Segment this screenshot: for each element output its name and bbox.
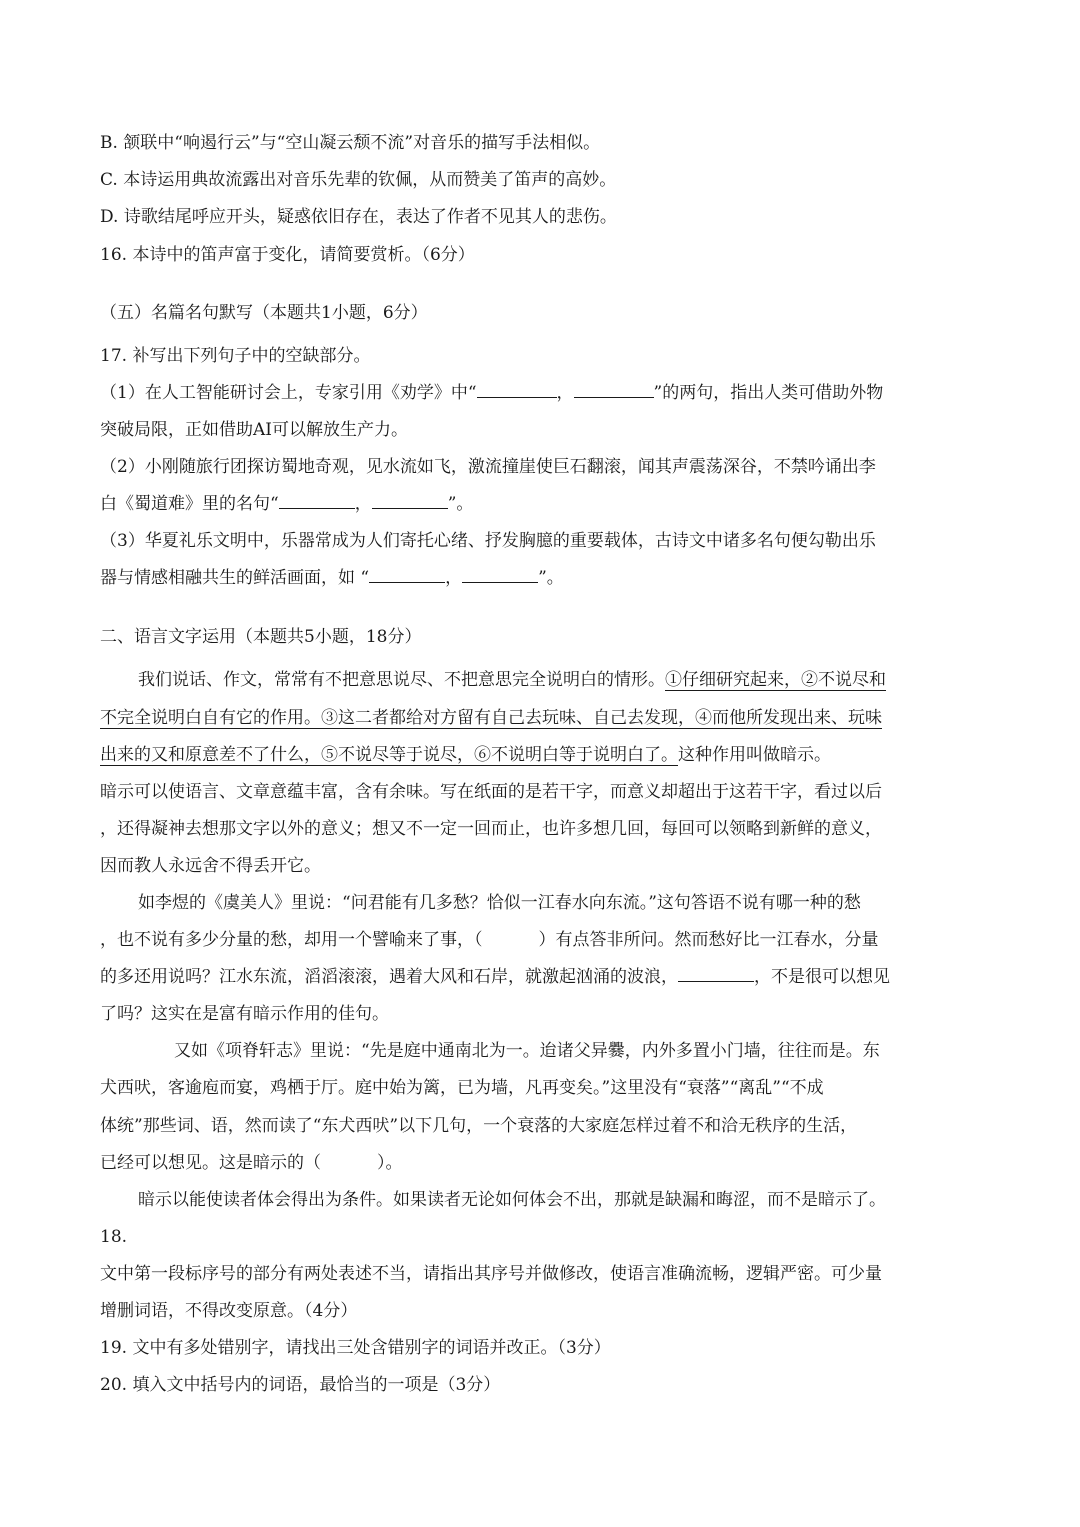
text: ”。: [538, 568, 564, 588]
paragraph-5: 暗示以能使读者体会得出为条件。如果读者无论如何体会不出，那就是缺漏和晦涩，而不是暗示了。: [138, 1190, 886, 1210]
question-18-line2: 增删词语，不得改变原意。（4分）: [100, 1301, 358, 1321]
answer-blank[interactable]: [279, 508, 355, 509]
paragraph-3-line1: 如李煜的《虞美人》里说：“问君能有几多愁？恰似一江春水向东流。”这句答语不说有哪一种的愁: [138, 893, 861, 913]
text: ）。: [377, 1153, 403, 1173]
paragraph-3-line3: [100, 965, 890, 989]
text: ，: [556, 383, 574, 403]
answer-blank[interactable]: [369, 582, 445, 583]
text: （1）在人工智能研讨会上，专家引用《劝学》中“: [100, 383, 477, 403]
text: ，: [354, 494, 372, 514]
answer-blank[interactable]: [372, 508, 448, 509]
text: 器与情感相融共生的鲜活画面，如 “: [100, 568, 370, 588]
answer-blank[interactable]: [678, 981, 754, 982]
text: 我们说话、作文，常常有不把意思说尽、不把意思完全说明白的情形。: [138, 670, 665, 690]
question-17-3-line1: （3）华夏礼乐文明中，乐器常成为人们寄托心绪、抒发胸臆的重要载体，古诗文中诸多名句便勾勒出乐: [100, 531, 876, 551]
answer-blank[interactable]: [574, 397, 654, 398]
text: ”的两句，指出人类可借助外物: [653, 383, 884, 403]
question-18-number: 18.: [100, 1227, 128, 1247]
paragraph-2-line2: ，还得凝神去想那文字以外的意义；想又不一定一回而止，也许多想几回，每回可以领略到新鲜的意义，: [100, 819, 882, 839]
paragraph-2-line1: 暗示可以使语言、文章意蕴丰富，含有余味。写在纸面的是若干字，而意义却超出于这若干字，看过以后: [100, 782, 882, 802]
question-17-3-line2: [100, 566, 564, 590]
text: ，: [445, 568, 463, 588]
underlined-text: 出来的又和原意差不了什么，⑤不说尽等于说尽，⑥不说明白等于说明白了。: [100, 745, 678, 765]
text: ，不是很可以想见: [754, 967, 890, 987]
paragraph-3-line2: [100, 928, 879, 952]
paragraph-4-line4: [100, 1151, 403, 1175]
paragraph-4-line3: 体统”那些词、语，然而读了“东犬西吠”以下几句，一个衰落的大家庭怎样过着不和洽无秩序的生活，: [100, 1116, 858, 1136]
option-d: D. 诗歌结尾呼应开头，疑惑依旧存在，表达了作者不见其人的悲伤。: [100, 207, 617, 227]
text: 已经可以想见。这是暗示的（: [100, 1153, 321, 1173]
question-17-2-line2: [100, 492, 473, 516]
answer-blank[interactable]: [477, 397, 557, 398]
question-17-1-line1: [100, 381, 883, 405]
underlined-text: ①仔细研究起来，②不说尽和: [665, 670, 886, 690]
text: ，也不说有多少分量的愁，却用一个譬喻来了事，（: [100, 930, 483, 950]
option-c: C. 本诗运用典故流露出对音乐先辈的钦佩，从而赞美了笛声的高妙。: [100, 170, 617, 190]
question-16: 16. 本诗中的笛声富于变化，请简要赏析。（6分）: [100, 245, 475, 265]
section-2-heading: 二、语言文字运用（本题共5小题，18分）: [100, 627, 422, 647]
paragraph-1-line1: [138, 668, 886, 692]
question-17: 17. 补写出下列句子中的空缺部分。: [100, 346, 371, 366]
paragraph-4-line2: 犬西吠，客逾庖而宴，鸡栖于厅。庭中始为篱，已为墙，凡再变矣。”这里没有“衰落”“离乱”“不成: [100, 1078, 824, 1098]
section-5-heading: （五）名篇名句默写（本题共1小题，6分）: [100, 303, 428, 323]
underlined-text: 不完全说明白自有它的作用。③这二者都给对方留有自己去玩味、自己去发现，④而他所发现出来、玩味: [100, 708, 882, 728]
answer-blank[interactable]: [462, 582, 538, 583]
question-17-1-line2: 突破局限，正如借助AI可以解放生产力。: [100, 420, 408, 440]
question-20: 20. 填入文中括号内的词语，最恰当的一项是（3分）: [100, 1375, 501, 1395]
text: 这种作用叫做暗示。: [678, 745, 831, 765]
text: ）有点答非所问。然而愁好比一江春水，分量: [538, 930, 879, 950]
paragraph-1-line3: [100, 743, 831, 767]
question-18-line1: 文中第一段标序号的部分有两处表述不当，请指出其序号并做修改，使语言准确流畅，逻辑严密。可少量: [100, 1264, 882, 1284]
question-17-2-line1: （2）小刚随旅行团探访蜀地奇观，见水流如飞，激流撞崖使巨石翻滚，闻其声震荡深谷，不禁吟诵出李: [100, 457, 876, 477]
text: ”。: [447, 494, 474, 514]
option-b: B. 颔联中“响遏行云”与“空山凝云颓不流”对音乐的描写手法相似。: [100, 133, 601, 153]
paragraph-4-line1: 又如《项脊轩志》里说：“先是庭中通南北为一。迨诸父异爨，内外多置小门墙，往往而是。东: [174, 1041, 880, 1061]
paragraph-1-line2: [100, 706, 882, 730]
paragraph-2-line3: 因而教人永远舍不得丢开它。: [100, 856, 321, 876]
question-19: 19. 文中有多处错别字，请找出三处含错别字的词语并改正。（3分）: [100, 1338, 611, 1358]
text: 白《蜀道难》里的名句“: [100, 494, 279, 514]
paragraph-3-line4: 了吗？这实在是富有暗示作用的佳句。: [100, 1004, 389, 1024]
text: 的多还用说吗？江水东流，滔滔滚滚，遇着大风和石岸，就激起汹涌的波浪，: [100, 967, 678, 987]
